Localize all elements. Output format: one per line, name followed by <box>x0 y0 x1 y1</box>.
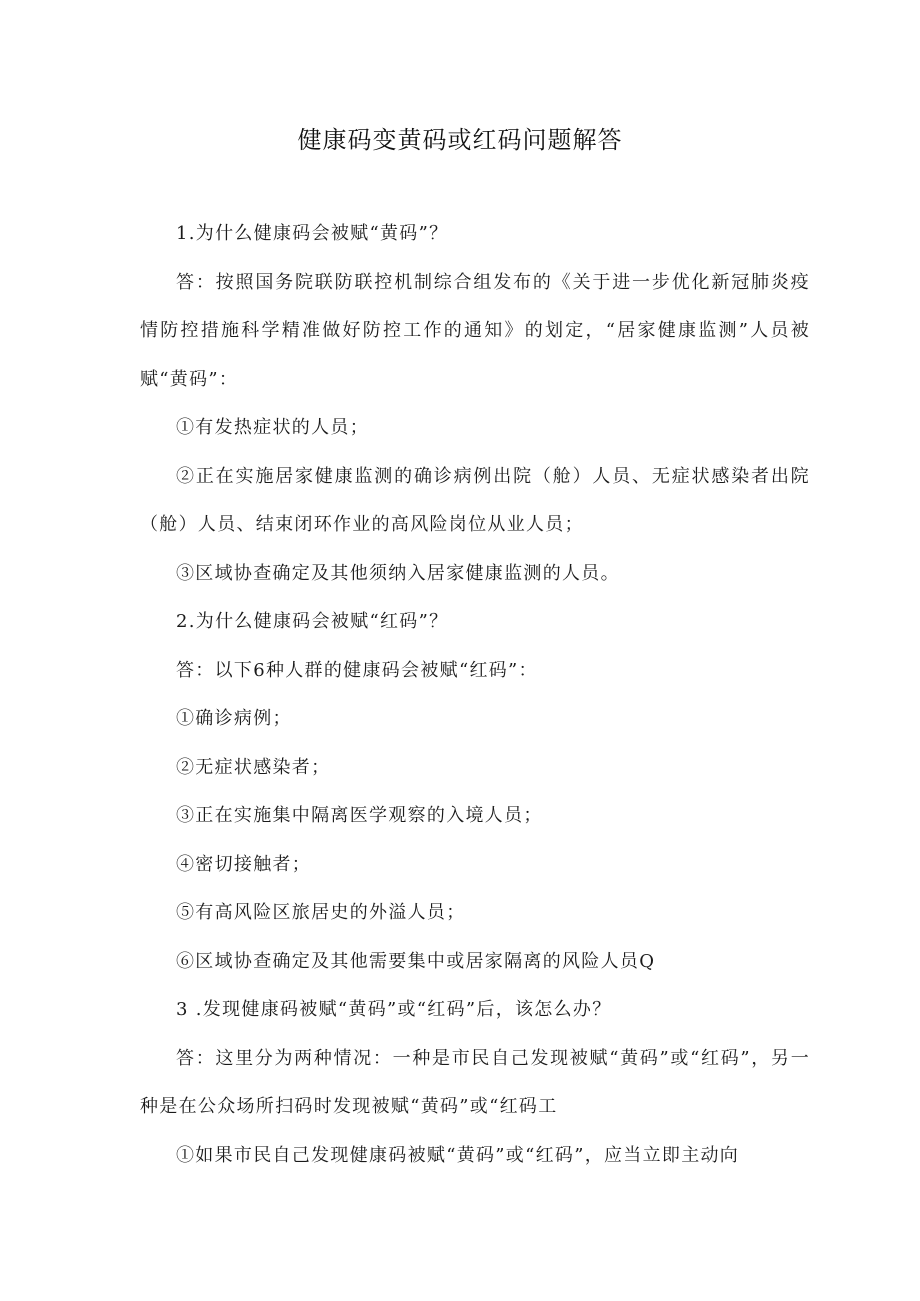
answer-2-item-4: ④密切接触者； <box>176 853 312 875</box>
answer-1-item-3: ③区域协查确定及其他须纳入居家健康监测的人员。 <box>176 562 620 584</box>
document-body <box>140 210 810 1180</box>
answer-2-intro: 答：以下6种人群的健康码会被赋“红码”： <box>176 659 538 681</box>
answer-1-intro: 答：按照国务院联防联控机制综合组发布的《关于进一步优化新冠肺炎疫情防控措施科学精准做好防控工作的通知》的划定，“居家健康监测”人员被赋“黄码”： <box>140 271 810 390</box>
document-title: 健康码变黄码或红码问题解答 <box>297 126 623 154</box>
answer-3-intro: 答：这里分为两种情况：一种是市民自己发现被赋“黄码”或“红码”，另一种是在公众场所扫码时发现被赋“黄码”或“红码工 <box>140 1047 810 1117</box>
answer-2-item-5: ⑤有高风险区旅居史的外溢人员； <box>176 902 466 923</box>
answer-2-item-6: ⑥区域协查确定及其他需要集中或居家隔离的风险人员Q <box>176 950 656 972</box>
answer-3-item-1: ①如果市民自己发现健康码被赋“黄码”或“红码”，应当立即主动向 <box>176 1144 740 1166</box>
answer-1-item-2: ②正在实施居家健康监测的确诊病例出院（舱）人员、无症状感染者出院（舱）人员、结束闭环作业的高风险岗位从业人员； <box>140 465 810 535</box>
answer-1-item-1: ①有发热症状的人员； <box>176 417 369 438</box>
answer-2-item-1: ①确诊病例； <box>176 708 292 729</box>
answer-2-item-2: ②无症状感染者； <box>176 756 331 778</box>
question-1-heading: 1.为什么健康码会被赋“黄码”？ <box>176 223 449 244</box>
answer-2-item-3: ③正在实施集中隔离医学观察的入境人员； <box>176 805 543 826</box>
question-2-heading: 2.为什么健康码会被赋“红码”？ <box>176 611 449 632</box>
question-3-heading: 3 .发现健康码被赋“黄码”或“红码”后，该怎么办？ <box>176 999 612 1020</box>
